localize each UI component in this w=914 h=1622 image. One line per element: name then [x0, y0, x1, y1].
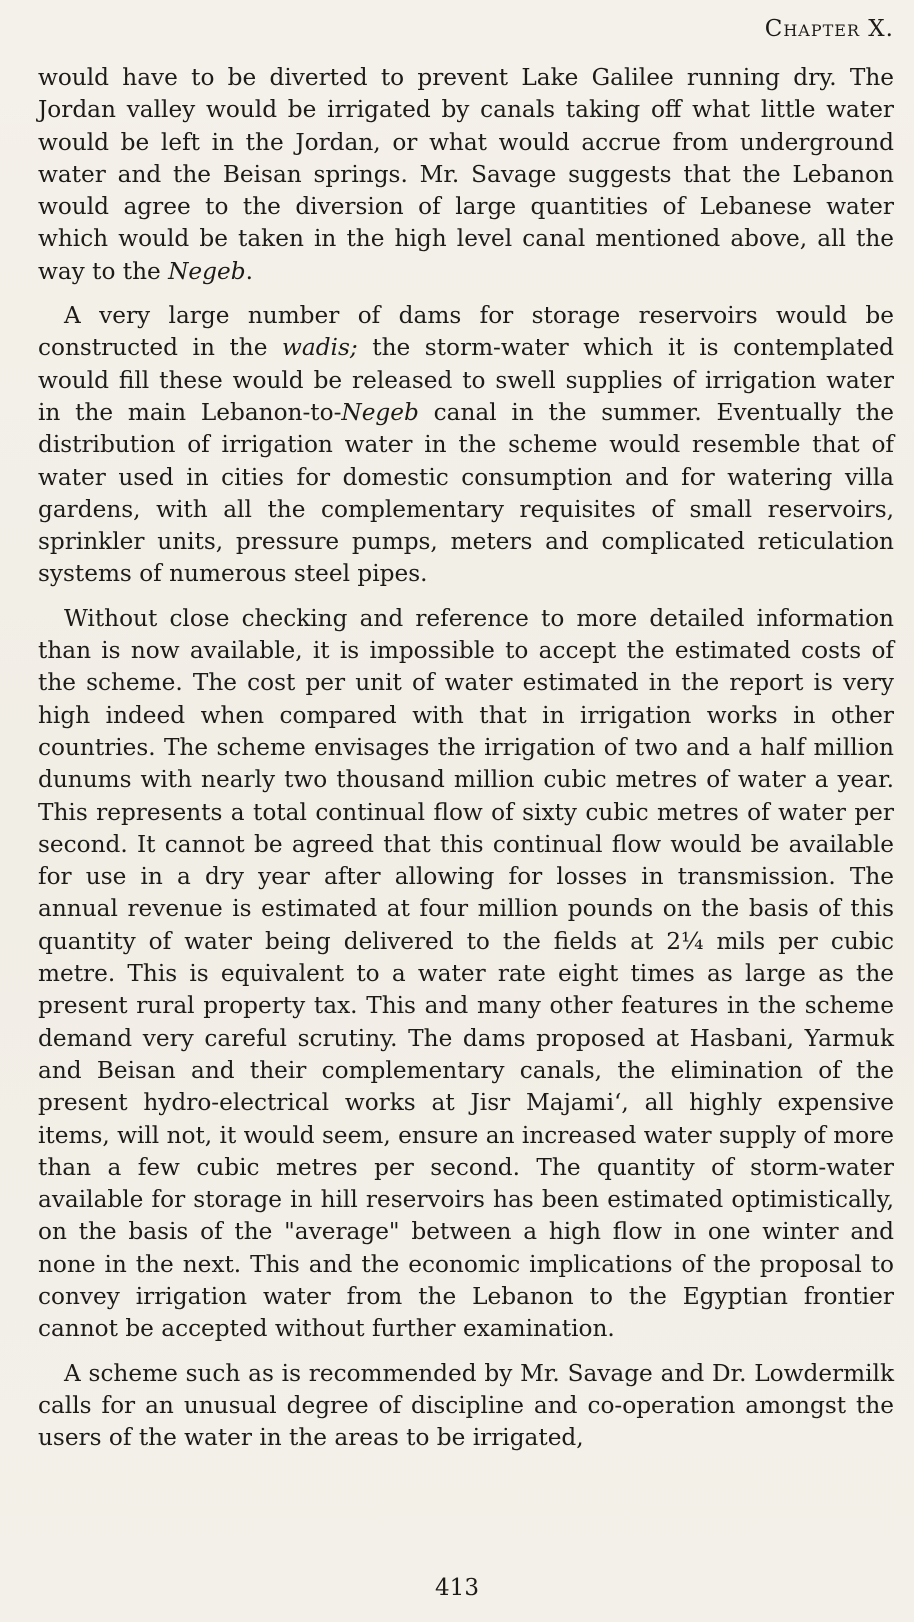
paragraph-3: Without close checking and reference to more detailed information than is now available, it is impossible to accept the estimated costs of the scheme. The cost per unit of water estimated in the report is very high indeed when compared with that in irrigation works in other countries. The scheme envisages the irrigation of two and a half million dunums with nearly two thousand million cubic metres of water a year. This represents a total continual flow of sixty cubic metres of water per second. It cannot be agreed that this continual flow would be available for use in a dry year after allowing for losses in transmission. The annual revenue is estimated at four million pounds on the basis of this quantity of water being delivered to the fields at 2¼ mils per cubic metre. This is equivalent to a water rate eight times as large as the present rural property tax. This and many other features in the scheme demand very careful scrutiny. The dams proposed at Hasbani, Yarmuk and Beisan and their complementary canals, the elimination of the present hydro-electrical works at Jisr Majami‘, all highly expensive items, will not, it would seem, ensure an increased water supply of more than a few cubic metres per second. The quantity of storm-water available for storage in hill reservoirs has been estimated optimistically, on the basis of the "average" between a high flow in one winter and none in the next. This and the economic implications of the proposal to convey irrigation water from the Lebanon to the Egyptian frontier cannot be accepted without further examination.: [38, 604, 894, 1343]
page-number: 413: [435, 1575, 479, 1601]
body-text: [38, 62, 894, 1466]
paragraph-1: [38, 62, 894, 288]
paragraph-4: A scheme such as is recommended by Mr. Savage and Dr. Lowdermilk calls for an unusual degree of discipline and co-operation amongst the users of the water in the areas to be irrigated,: [38, 1359, 894, 1452]
paragraph-2-part1: A very large number of dams for storage reservoirs would be constructed in the: [38, 302, 894, 362]
paragraph-2-italic2: Negeb: [341, 398, 419, 426]
paragraph-1-text: would have to be diverted to prevent Lake Galilee running dry. The Jordan valley would be irrigated by canals taking off what little water would be left in the Jordan, or what would accrue from underground water and the Beisan springs. Mr. Savage suggests that the Lebanon would agree to the diversion of large quantities of Lebanese water which would be taken in the high level canal mentioned above, all the way to the: [38, 64, 894, 285]
paragraph-2-part3: canal in the summer. Eventually the distribution of irrigation water in the scheme would resemble that of water used in cities for domestic consumption and for watering villa gardens, with all the complementary requisites of small reservoirs, sprinkler units, pressure pumps, meters and complicated reticulation systems of numerous steel pipes.: [38, 398, 894, 588]
paragraph-2: [38, 300, 894, 591]
paragraph-1-italic: Negeb: [168, 257, 246, 285]
running-head: Chapter X.: [764, 16, 894, 42]
paragraph-1-end: .: [245, 257, 253, 285]
paragraph-2-part2: the storm-water which it is contemplated would fill these would be released to swell supplies of irrigation water in the main Lebanon-to-: [38, 334, 895, 426]
paragraph-2-italic1: wadis;: [282, 334, 358, 362]
